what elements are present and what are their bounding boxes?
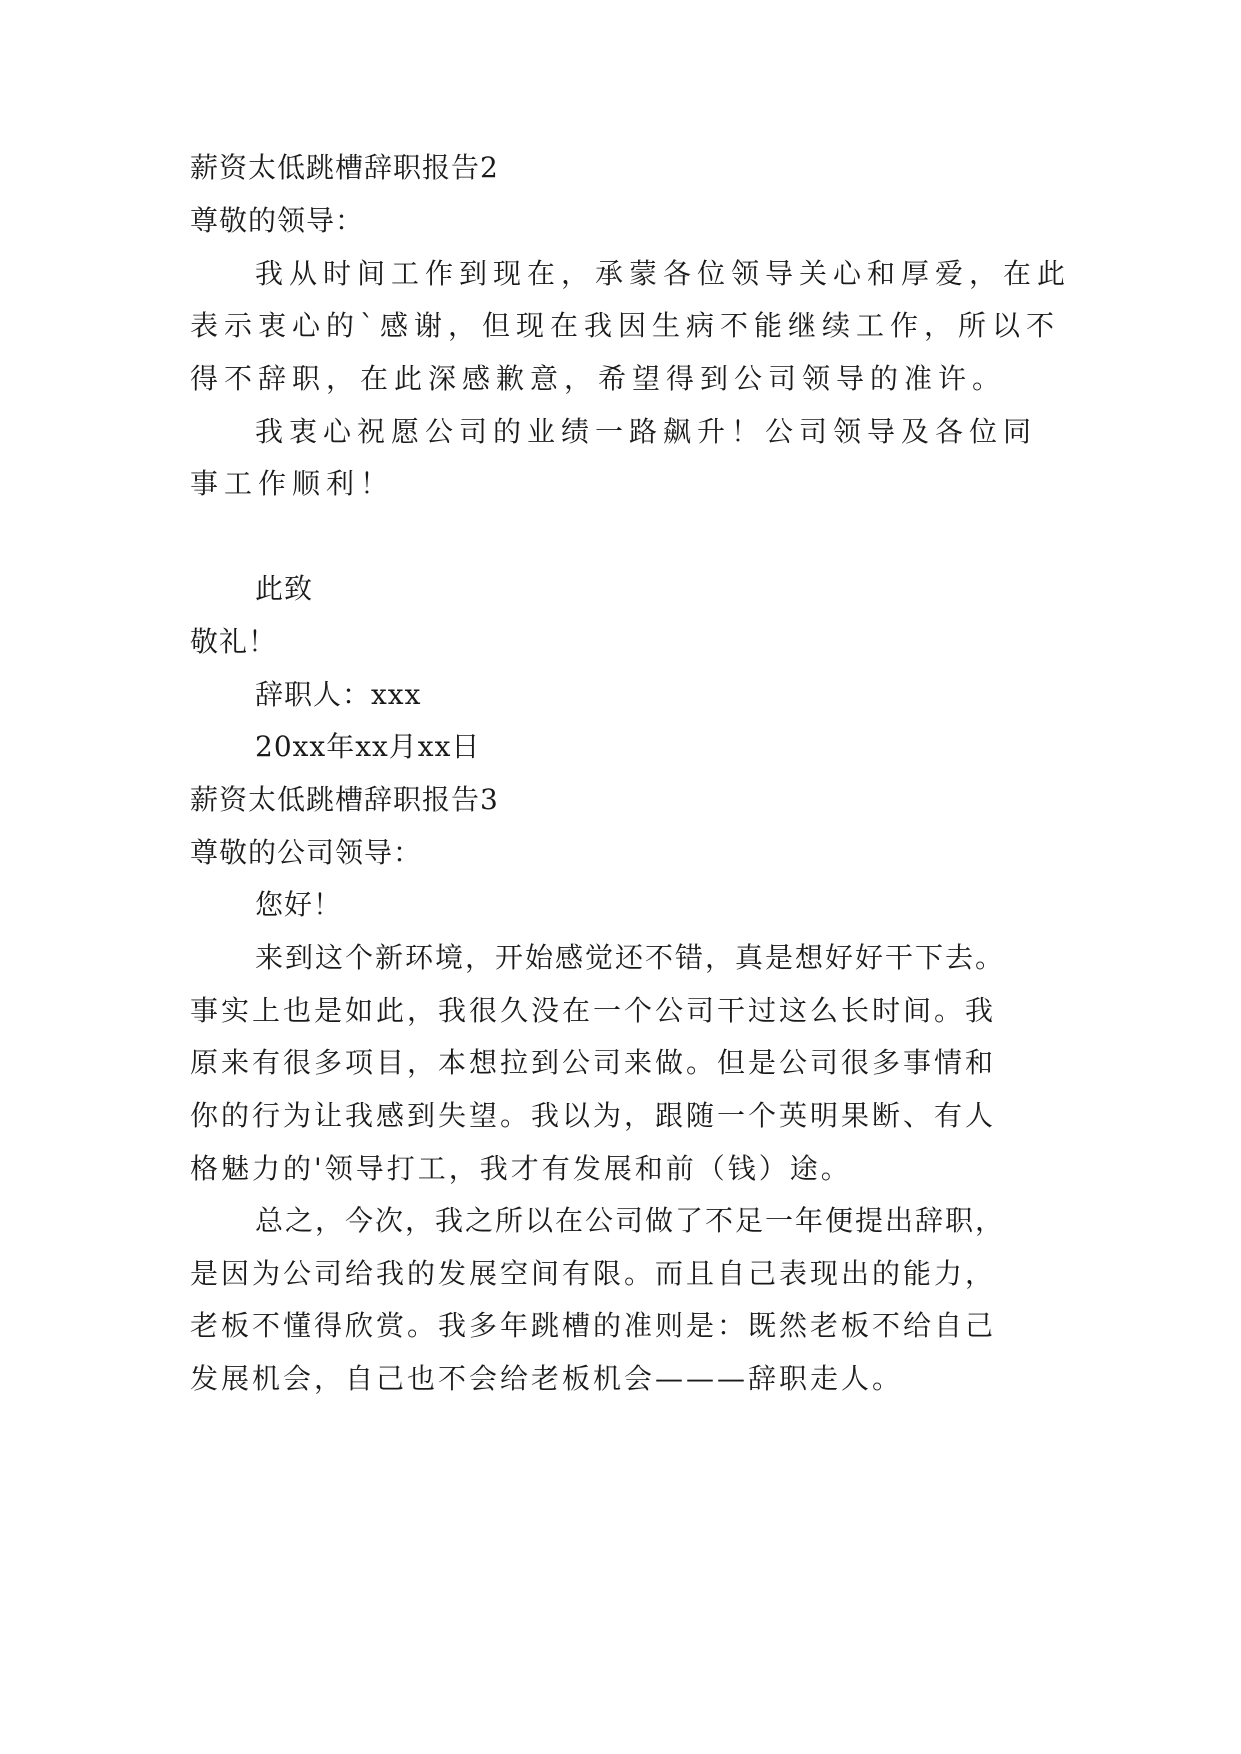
letter3-para2-line2: 是因为公司给我的发展空间有限。而且自己表现出的能力， (190, 1257, 997, 1290)
letter2-para2-line2: 事工作顺利！ (190, 467, 395, 500)
letter2-para1-line3: 得不辞职，在此深感歉意，希望得到公司领导的准许。 (190, 362, 1007, 395)
letter2-salutation: 尊敬的领导： (190, 204, 365, 237)
letter2-signer: 辞职人：xxx (255, 678, 422, 711)
letter3-para1-line2: 事实上也是如此，我很久没在一个公司干过这么长时间。我 (190, 994, 997, 1027)
letter2-closing1: 此致 (255, 572, 314, 605)
letter3-para2-line3: 老板不懂得欣赏。我多年跳槽的准则是：既然老板不给自己 (190, 1309, 997, 1342)
letter3-salutation: 尊敬的公司领导： (190, 836, 423, 869)
letter3-para1-line3: 原来有很多项目，本想拉到公司来做。但是公司很多事情和 (190, 1046, 997, 1079)
letter3-greeting: 您好！ (255, 888, 343, 921)
letter2-para1-line1: 我从时间工作到现在，承蒙各位领导关心和厚爱，在此 (255, 257, 1072, 290)
letter3-para1-line1: 来到这个新环境，开始感觉还不错，真是想好好干下去。 (255, 941, 1006, 974)
letter3-title: 薪资太低跳槽辞职报告3 (190, 783, 499, 816)
letter3-para2-line4: 发展机会，自己也不会给老板机会———辞职走人。 (190, 1362, 904, 1395)
letter3-para1-line4: 你的行为让我感到失望。我以为，跟随一个英明果断、有人 (190, 1099, 997, 1132)
letter2-para1-line2: 表示衷心的`感谢，但现在我因生病不能继续工作，所以不 (190, 309, 1061, 342)
letter2-date: 20xx年xx月xx日 (255, 730, 481, 763)
letter3-para2-line1: 总之，今次，我之所以在公司做了不足一年便提出辞职， (255, 1204, 1006, 1237)
letter3-para1-line5: 格魅力的'领导打工，我才有发展和前（钱）途。 (190, 1152, 852, 1185)
letter2-para2-line1: 我衷心祝愿公司的业绩一路飙升！公司领导及各位同 (255, 415, 1038, 448)
letter2-title: 薪资太低跳槽辞职报告2 (190, 151, 499, 184)
letter2-closing2: 敬礼！ (190, 625, 278, 658)
